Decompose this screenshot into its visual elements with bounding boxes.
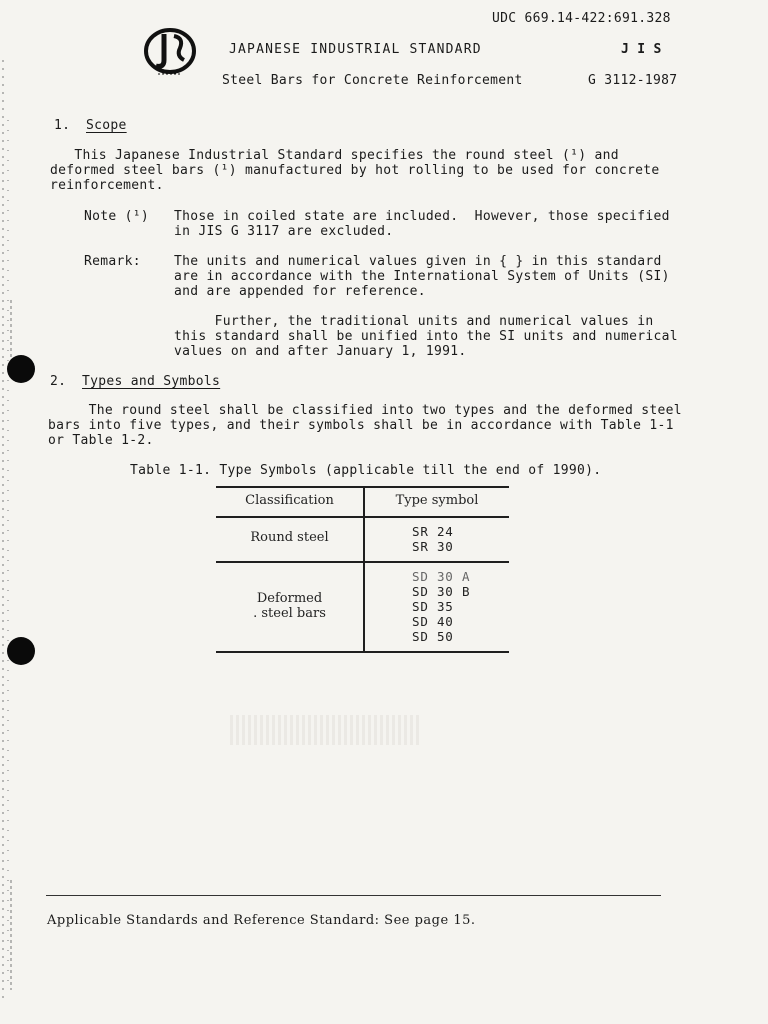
jis-mark: J I S	[621, 42, 662, 57]
types-line-3: or Table 1-2.	[48, 433, 154, 448]
note-label: Note (¹)	[84, 209, 150, 224]
table-cell-code: SD 40	[412, 614, 454, 629]
scope-line-3: reinforcement.	[50, 178, 164, 193]
note-line-1: Those in coiled state are included. However, those specified	[174, 209, 670, 224]
remark2-line-3: values on and after January 1, 1991.	[174, 344, 467, 359]
table-header-classification: Classification	[245, 493, 334, 508]
remark-line-1: The units and numerical values given in { } in this standard	[174, 254, 662, 269]
note-line-2: in JIS G 3117 are excluded.	[174, 224, 394, 239]
remark2-line-1: Further, the traditional units and numerical values in	[174, 314, 654, 329]
table-header-type-symbol: Type symbol	[395, 493, 479, 508]
section-heading: Types and Symbols	[82, 374, 221, 389]
jis-logo	[140, 26, 200, 76]
standard-org: JAPANESE INDUSTRIAL STANDARD	[229, 42, 482, 57]
table-cell-code: SD 30 B	[412, 584, 471, 599]
section-number: 2.	[50, 374, 67, 389]
document-title: Steel Bars for Concrete Reinforcement	[222, 73, 523, 88]
table-caption: Table 1-1. Type Symbols (applicable till the end of 1990).	[130, 463, 602, 478]
remark2-line-2: this standard shall be unified into the SI units and numerical	[174, 329, 678, 344]
types-line-2: bars into five types, and their symbols shall be in accordance with Table 1-1	[48, 418, 674, 433]
scope-line-2: deformed steel bars (¹) manufactured by hot rolling to be used for concrete	[50, 163, 660, 178]
section-heading: Scope	[86, 118, 127, 133]
remark-label: Remark:	[84, 254, 141, 269]
table-cell-code: SR 30	[412, 539, 454, 554]
table-column-divider	[363, 486, 365, 653]
scan-edge-artifacts	[0, 0, 14, 1024]
table-cell-deformed: Deformed	[256, 591, 323, 606]
punch-hole-bottom	[7, 637, 35, 665]
table-cell-code: SR 24	[412, 524, 454, 539]
punch-hole-top	[7, 355, 35, 383]
footer-note: Applicable Standards and Reference Standard: See page 15.	[47, 913, 476, 928]
standard-number: G 3112-1987	[588, 73, 678, 88]
table-cell-code: SD 50	[412, 629, 454, 644]
bleed-through-smudge	[230, 715, 420, 745]
table-cell-round-steel: Round steel	[250, 530, 329, 545]
type-symbols-table	[216, 486, 509, 653]
table-cell-code: SD 30 A	[412, 569, 471, 584]
table-cell-steel-bars: . steel bars	[253, 606, 326, 621]
table-cell-code: SD 35	[412, 599, 454, 614]
udc-number: UDC 669.14-422:691.328	[492, 11, 671, 26]
footer-rule	[46, 895, 661, 896]
remark-line-3: and are appended for reference.	[174, 284, 426, 299]
remark-line-2: are in accordance with the International System of Units (SI)	[174, 269, 670, 284]
types-line-1: The round steel shall be classified into two types and the deformed steel	[48, 403, 682, 418]
scope-line-1: This Japanese Industrial Standard specifies the round steel (¹) and	[50, 148, 619, 163]
section-number: 1.	[54, 118, 71, 133]
